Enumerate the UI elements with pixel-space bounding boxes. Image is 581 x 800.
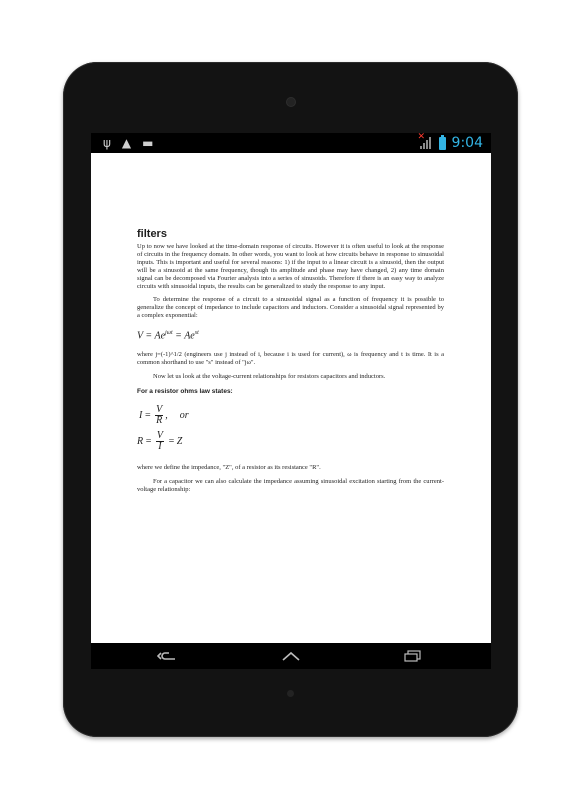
notification-icons [103,135,154,151]
usb-icon: ψ [103,136,111,150]
navigation-bar [91,643,491,669]
clock: 9:04 [451,135,483,151]
document-title: filters [137,228,167,240]
document-page [137,228,444,494]
status-bar [91,133,491,153]
equation-impedance: R = $\frac{V}{I}$ = Z [137,430,183,453]
back-icon [157,651,177,661]
back-button[interactable] [155,647,179,665]
paragraph-impedance-definition: where we define the impedance, "Z", of a resistor as its resistance "R". [137,464,321,472]
home-button[interactable] [279,647,303,665]
paragraph-definitions: where j=(-1)^1/2 (engineers use j instead of i, because i is used for current), ω is frequency and t is time. It is a common shorthand to use "s" instead of "jω". [137,351,444,367]
equation-ohms-law: I = $\frac{V}{R}$ , or [139,404,189,427]
recent-apps-button[interactable] [401,647,425,665]
warning-icon: ▲ [121,136,132,150]
system-icons [417,131,483,152]
signal-icon: ✕ [420,137,433,149]
paragraph-intro: Up to now we have looked at the time-domain response of circuits. However it is often useful to look at the response of circuits in the frequency domain. In other words, you want to look at how circuits behave in response to sinusoidal inputs. This is important and useful for several reasons: 1) if the input to a linear circuit is a sinusoid, then the output will be a sinusoid at the same frequency, though its amplitude and phase may have changed, 2) any time domain signal can be decomposed via Fourier analysis into a series of sinusoids. Therefore if there is an easy way to analyze circuits with sinusoidal inputs, the results can be generalized to study the response to any input. [137,243,444,290]
recent-apps-icon [404,650,422,662]
paragraph-relationships: Now let us look at the voltage-current relationships for resistors capacitors and inductors. [153,373,386,381]
document-viewer[interactable] [91,153,491,643]
front-camera [287,98,295,106]
microphone [287,690,294,697]
android-icon: ▬ [142,136,154,150]
battery-icon [439,137,446,150]
heading-resistor: For a resistor ohms law states: [137,388,233,396]
paragraph-capacitor: For a capacitor we can also calculate the impedance assuming sinusoidal excitation starting from the current-voltage relationship: [137,478,444,493]
home-icon [281,650,301,662]
paragraph-impedance: To determine the response of a circuit to a sinusoidal signal as a function of frequency it is possible to generalize the concept of impedance to include capacitors and inductors. Consider a sinusoidal signal represented by a complex exponential: [137,296,444,320]
equation-complex-exponential: $V = Ae^{j\omega t} = Ae^{st}$ [137,330,199,342]
